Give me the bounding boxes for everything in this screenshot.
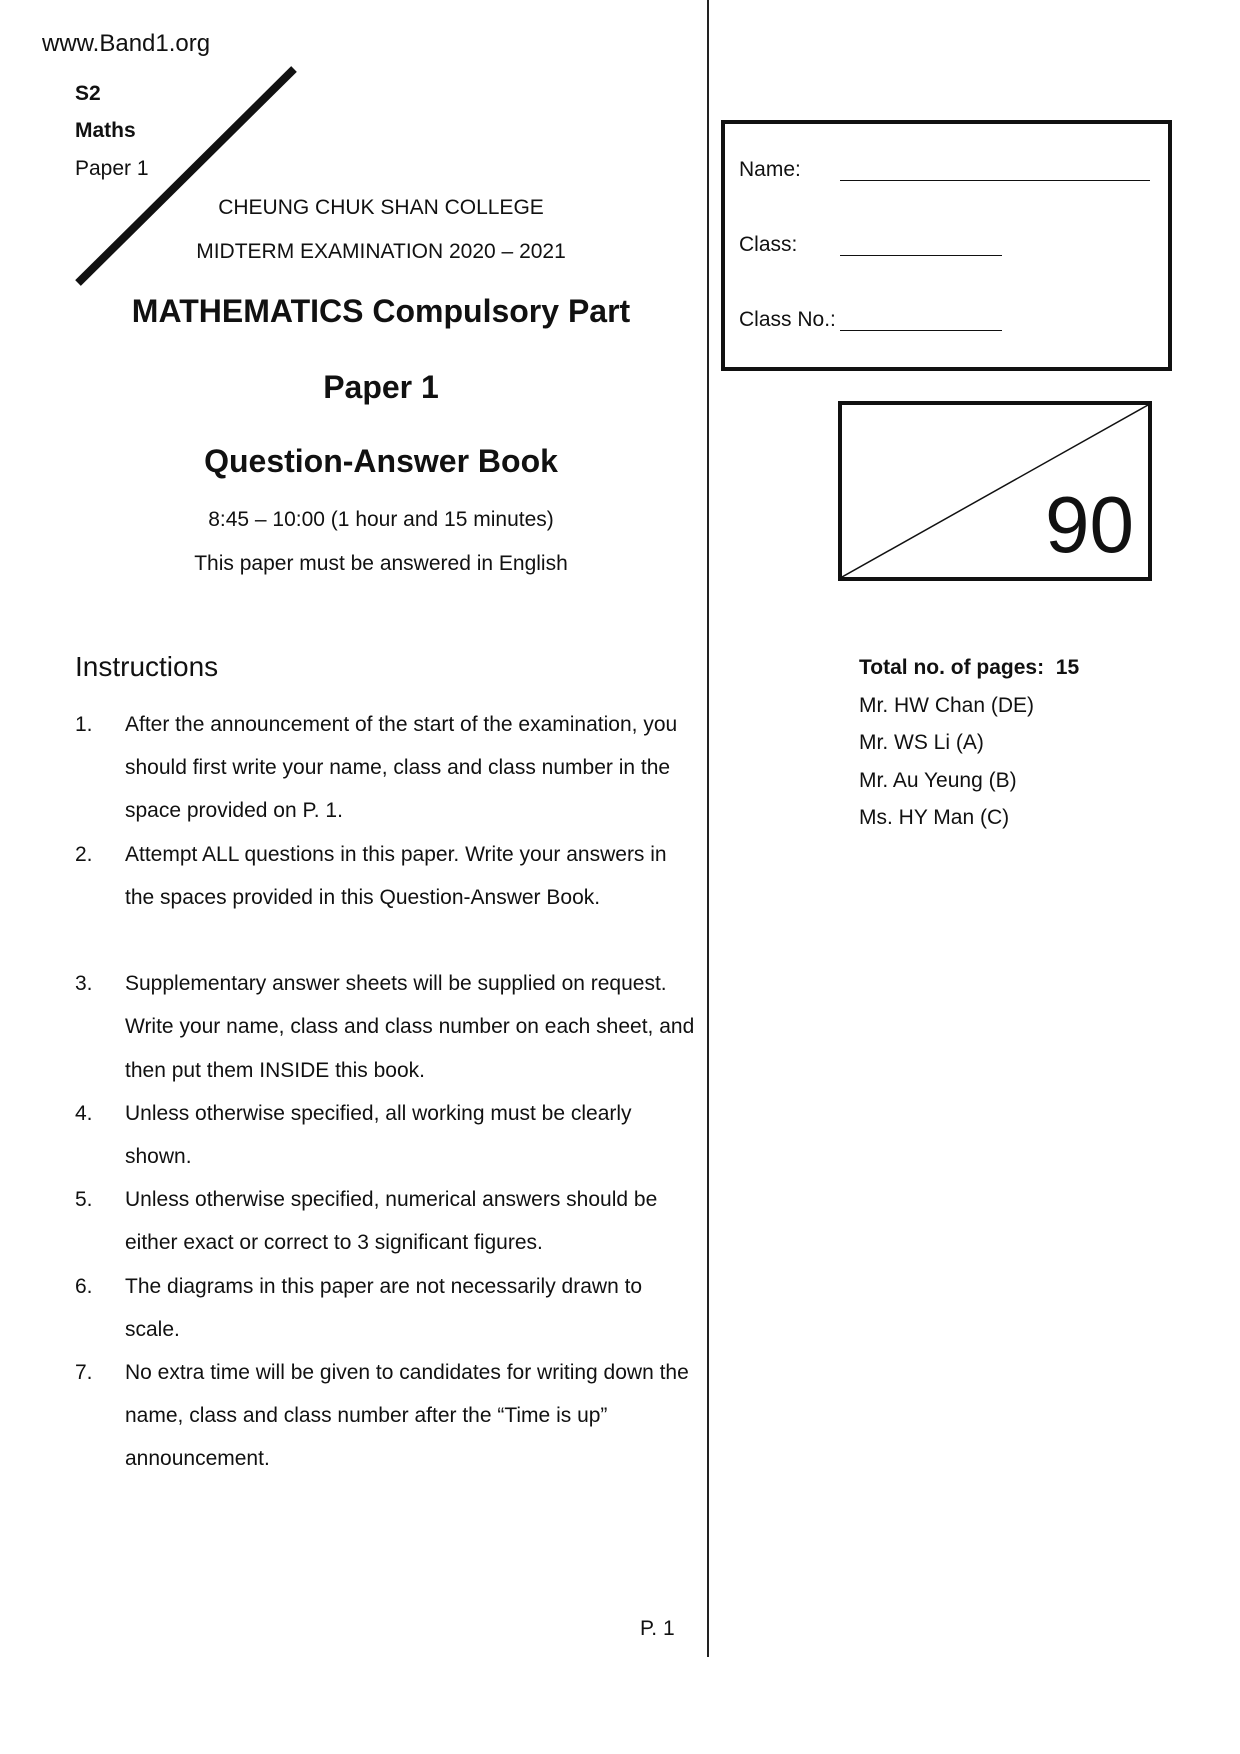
instruction-text: After the announcement of the start of the examination, you should first write your name, class and class number in the space provided on P. 1. (125, 713, 678, 823)
instruction-item (75, 833, 695, 919)
class-label: Class: (739, 233, 798, 256)
school-name: CHEUNG CHUK SHAN COLLEGE (218, 196, 544, 219)
instruction-text: Unless otherwise specified, numerical answers should be either exact or correct to 3 significant figures. (125, 1188, 658, 1255)
instruction-number: 4. (75, 1101, 93, 1125)
name-label: Name: (739, 158, 801, 181)
page-number: P. 1 (640, 1617, 675, 1640)
instructions-heading: Instructions (75, 651, 219, 682)
teacher: Ms. HY Man (C) (859, 806, 1010, 829)
subject-label: Maths (75, 119, 136, 142)
instruction-number: 6. (75, 1274, 93, 1298)
instruction-number: 7. (75, 1361, 93, 1384)
language-note: This paper must be answered in English (194, 552, 568, 575)
score-box (838, 401, 1152, 581)
total-marks: 90 (1045, 480, 1134, 569)
instruction-number: 2. (75, 842, 93, 866)
teacher: Mr. Au Yeung (B) (859, 769, 1017, 792)
instruction-item (75, 1092, 695, 1178)
form-label: S2 (75, 82, 101, 105)
total-pages-value: 15 (1055, 656, 1080, 679)
book-title: Question-Answer Book (204, 443, 558, 479)
instruction-item (75, 1265, 695, 1351)
instruction-number: 3. (75, 972, 93, 996)
instruction-text: The diagrams in this paper are not necessarily drawn to scale. (125, 1274, 643, 1341)
instruction-item (75, 1178, 695, 1264)
total-pages (859, 656, 1079, 680)
instruction-text: No extra time will be given to candidates for writing down the name, class and class number after the “Time is up” announcement. (125, 1361, 689, 1471)
instruction-number: 5. (75, 1188, 93, 1212)
instruction-item (75, 703, 695, 833)
paper-title: Paper 1 (323, 369, 439, 405)
exam-time: 8:45 – 10:00 (1 hour and 15 minutes) (208, 508, 554, 531)
class-field[interactable] (840, 235, 1002, 256)
instruction-item (75, 962, 695, 1092)
class-no-field[interactable] (840, 310, 1002, 331)
teacher: Mr. HW Chan (DE) (859, 694, 1035, 717)
instruction-text: Unless otherwise specified, all working must be clearly shown. (125, 1101, 632, 1168)
instruction-number: 1. (75, 713, 93, 736)
total-pages-label: Total no. of pages: (859, 656, 1045, 679)
instruction-text: Attempt ALL questions in this paper. Write your answers in the spaces provided in this Question-Answer Book. (125, 842, 667, 909)
page-divider (707, 0, 709, 1657)
paper-corner-label: Paper 1 (75, 157, 149, 180)
instruction-text: Supplementary answer sheets will be supplied on request. Write your name, class and class number on each sheet, and then put them INSIDE this book. (125, 972, 695, 1082)
class-no-label: Class No.: (739, 308, 836, 331)
instruction-item (75, 1351, 695, 1481)
exam-name: MIDTERM EXAMINATION 2020 – 2021 (196, 240, 566, 263)
exam-title: MATHEMATICS Compulsory Part (131, 293, 631, 329)
website-label: www.Band1.org (42, 30, 211, 57)
name-field[interactable] (840, 160, 1150, 181)
teacher: Mr. WS Li (A) (859, 731, 984, 754)
